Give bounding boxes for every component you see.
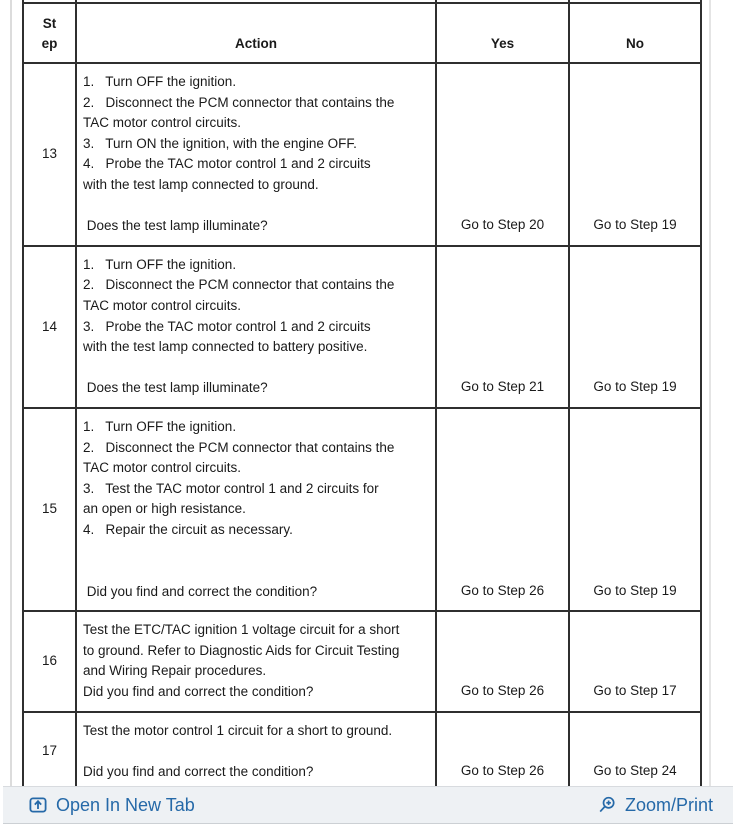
action-cell bbox=[76, 246, 436, 408]
table-row bbox=[23, 712, 701, 792]
action-cell bbox=[76, 408, 436, 611]
goto-yes-cell: Go to Step 20 bbox=[436, 63, 569, 246]
open-in-new-tab-link[interactable] bbox=[29, 795, 195, 816]
action-line: Does the test lamp illuminate? bbox=[83, 218, 268, 234]
action-cell bbox=[76, 712, 436, 792]
action-line: 2. Disconnect the PCM connector that contains the bbox=[83, 439, 395, 455]
step-header-label: Step bbox=[41, 15, 58, 52]
action-line: 1. Turn OFF the ignition. bbox=[83, 74, 237, 89]
goto-no-cell: Go to Step 17 bbox=[569, 611, 701, 711]
column-header-yes: Yes bbox=[436, 3, 569, 63]
action-line: TAC motor control circuits. bbox=[83, 460, 242, 476]
goto-no-cell: Go to Step 24 bbox=[569, 712, 701, 792]
step-number-cell: 14 bbox=[23, 246, 76, 408]
table-row bbox=[23, 246, 701, 408]
table-row bbox=[23, 611, 701, 711]
step-number-cell: 17 bbox=[23, 712, 76, 792]
action-line: with the test lamp connected to battery positive. bbox=[83, 339, 368, 355]
action-line: 2. Disconnect the PCM connector that contains the bbox=[83, 94, 395, 110]
action-line: 4. Probe the TAC motor control 1 and 2 circuits bbox=[83, 156, 371, 172]
zoom-print-label: Zoom/Print bbox=[624, 794, 713, 815]
action-line: 1. Turn OFF the ignition. bbox=[83, 256, 237, 272]
action-line: TAC motor control circuits. bbox=[83, 297, 242, 313]
page-left-edge bbox=[10, 0, 12, 786]
open-in-new-tab-label: Open In New Tab bbox=[56, 794, 195, 815]
action-line: 3. Probe the TAC motor control 1 and 2 circuits bbox=[83, 318, 371, 334]
action-line bbox=[83, 358, 430, 379]
action-cell bbox=[76, 63, 436, 246]
step-number-cell: 16 bbox=[23, 611, 76, 711]
action-line: Did you find and correct the condition? bbox=[83, 684, 314, 700]
action-line: 1. Turn OFF the ignition. bbox=[83, 418, 237, 434]
table-body bbox=[23, 63, 701, 791]
action-line: Did you find and correct the condition? bbox=[83, 583, 318, 599]
column-header-no: No bbox=[569, 3, 701, 63]
goto-yes-cell: Go to Step 26 bbox=[436, 611, 569, 711]
step-number-cell: 15 bbox=[23, 408, 76, 611]
open-in-new-tab-icon bbox=[29, 796, 47, 814]
action-line: 3. Test the TAC motor control 1 and 2 circuits for bbox=[83, 480, 379, 496]
action-line: Did you find and correct the condition? bbox=[83, 763, 314, 779]
goto-no-cell: Go to Step 19 bbox=[569, 246, 701, 408]
column-header-step bbox=[23, 3, 76, 63]
action-cell bbox=[76, 611, 436, 711]
step-number-cell: 13 bbox=[23, 63, 76, 246]
action-line: 2. Disconnect the PCM connector that contains the bbox=[83, 277, 395, 293]
action-line: and Wiring Repair procedures. bbox=[83, 663, 267, 679]
action-line: Test the ETC/TAC ignition 1 voltage circuit for a short bbox=[83, 622, 400, 638]
goto-no-cell: Go to Step 19 bbox=[569, 408, 701, 611]
diagnostic-table bbox=[22, 0, 702, 792]
viewer-toolbar bbox=[3, 786, 733, 824]
action-line: with the test lamp connected to ground. bbox=[83, 176, 319, 192]
zoom-print-link[interactable] bbox=[597, 795, 713, 816]
zoom-in-icon bbox=[597, 796, 616, 815]
goto-yes-cell: Go to Step 26 bbox=[436, 408, 569, 611]
table-row bbox=[23, 63, 701, 246]
action-line: 4. Repair the circuit as necessary. bbox=[83, 521, 293, 537]
column-header-action: Action bbox=[76, 3, 436, 63]
action-line: TAC motor control circuits. bbox=[83, 115, 242, 131]
table-row bbox=[23, 408, 701, 611]
action-line: Test the motor control 1 circuit for a short to ground. bbox=[83, 722, 393, 738]
action-line: Does the test lamp illuminate? bbox=[83, 380, 268, 396]
page-right-edge bbox=[709, 0, 711, 786]
action-line: 3. Turn ON the ignition, with the engine OFF. bbox=[83, 135, 357, 151]
goto-no-cell: Go to Step 19 bbox=[569, 63, 701, 246]
goto-yes-cell: Go to Step 21 bbox=[436, 246, 569, 408]
action-line bbox=[83, 196, 430, 217]
goto-yes-cell: Go to Step 26 bbox=[436, 712, 569, 792]
table-header-row bbox=[23, 3, 701, 63]
action-line: an open or high resistance. bbox=[83, 501, 246, 517]
action-line bbox=[83, 540, 430, 561]
action-line bbox=[83, 561, 430, 582]
action-line bbox=[83, 741, 430, 762]
action-line: to ground. Refer to Diagnostic Aids for Circuit Testing bbox=[83, 642, 400, 658]
